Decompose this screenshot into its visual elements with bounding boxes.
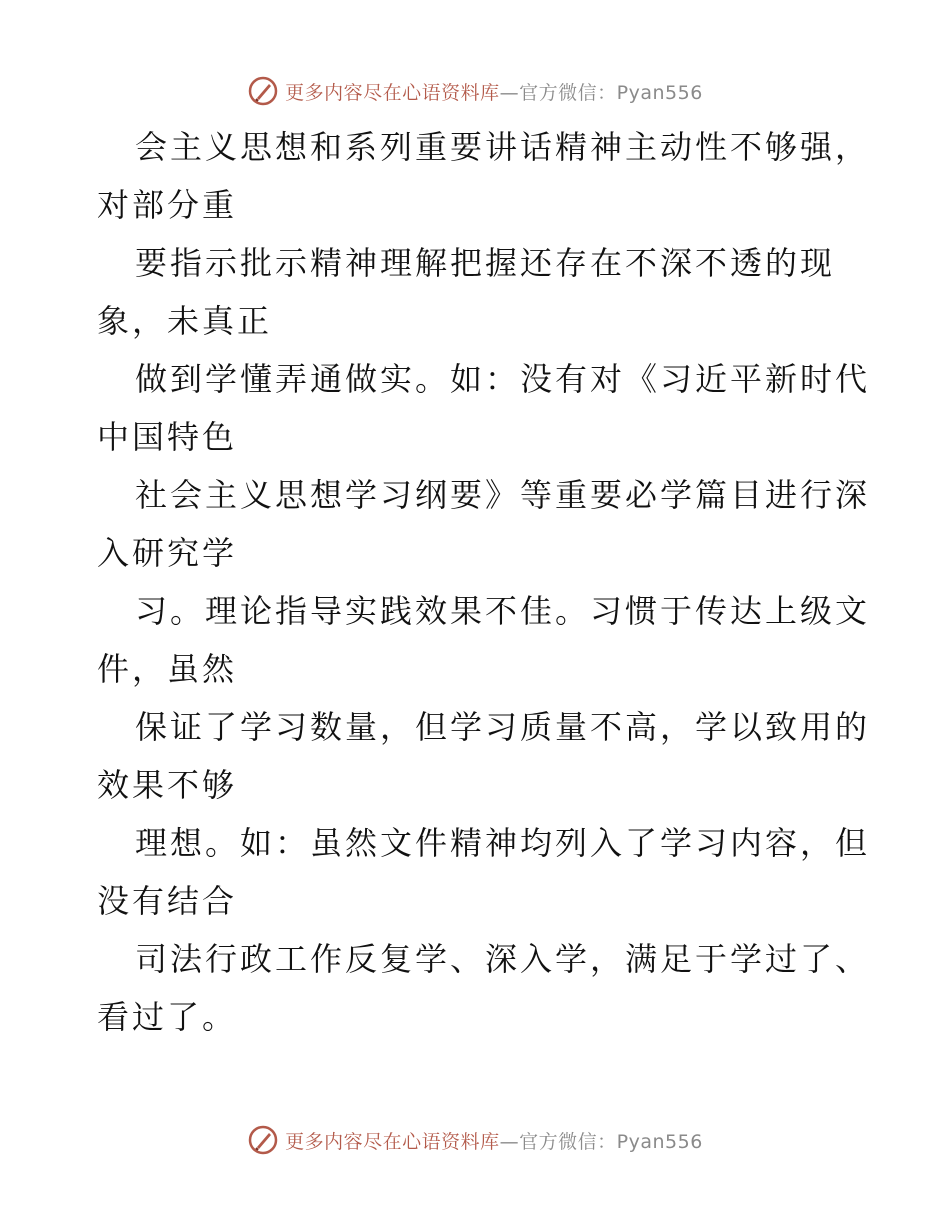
text-line: 做到学懂弄通做实。如：没有对《习近平新时代 (135, 360, 871, 398)
footer-banner (0, 1120, 950, 1160)
header-banner (0, 71, 950, 111)
text-line: 件，虽然 (97, 650, 238, 688)
text-line: 理想。如：虽然文件精神均列入了学习内容，但 (135, 824, 871, 862)
quill-pen-logo-icon (247, 1124, 279, 1156)
text-line: 象，未真正 (97, 302, 273, 340)
banner-main-text: 更多内容尽在心语资料库 (285, 81, 500, 104)
banner-separator: — (499, 1130, 520, 1153)
quill-pen-logo-icon (247, 75, 279, 107)
text-line: 对部分重 (97, 186, 238, 224)
banner-wechat-text: 官方微信：Pyan556 (519, 1130, 703, 1153)
text-line: 中国特色 (97, 418, 238, 456)
text-line: 入研究学 (97, 534, 238, 572)
text-line: 社会主义思想学习纲要》等重要必学篇目进行深 (135, 476, 871, 514)
text-line: 没有结合 (97, 882, 238, 920)
text-line: 会主义思想和系列重要讲话精神主动性不够强， (135, 128, 871, 166)
footer-banner-text (285, 1127, 703, 1154)
document-body (97, 118, 871, 1046)
text-line: 保证了学习数量，但学习质量不高，学以致用的 (135, 708, 871, 746)
text-line: 效果不够 (97, 766, 238, 804)
banner-main-text: 更多内容尽在心语资料库 (285, 1130, 500, 1153)
banner-separator: — (499, 81, 520, 104)
text-line: 习。理论指导实践效果不佳。习惯于传达上级文 (135, 592, 871, 630)
banner-wechat-text: 官方微信：Pyan556 (519, 81, 703, 104)
text-line: 看过了。 (97, 998, 238, 1036)
text-line: 要指示批示精神理解把握还存在不深不透的现 (135, 244, 836, 282)
text-line: 司法行政工作反复学、深入学，满足于学过了、 (135, 940, 871, 978)
header-banner-text (285, 78, 703, 105)
